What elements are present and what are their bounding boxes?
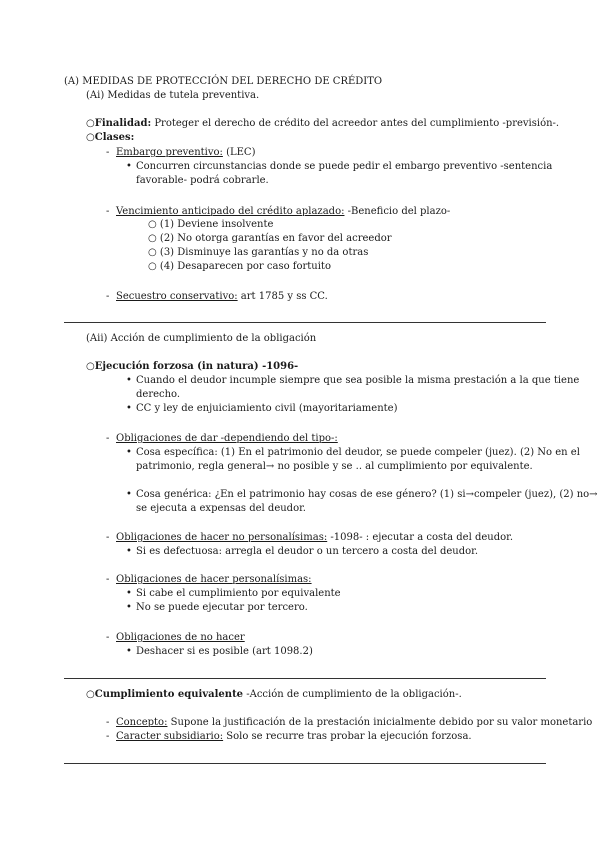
vencimiento-item xyxy=(148,246,368,260)
circle-bullet-icon: ○ xyxy=(86,361,95,372)
dar-especifica-line xyxy=(126,446,580,460)
secuestro-line xyxy=(106,290,328,304)
dash-bullet-icon: - xyxy=(106,147,110,158)
no-hacer-line xyxy=(106,631,245,645)
concepto-label: Concepto: xyxy=(116,717,168,728)
no-hacer-bullet xyxy=(126,645,313,659)
vencimiento-item-text: (4) Desaparecen por caso fortuito xyxy=(159,261,331,272)
clases-label: Clases: xyxy=(94,132,135,143)
ejecucion-bullet-1-cont: derecho. xyxy=(136,389,181,400)
section-a-heading: (A) MEDIDAS DE PROTECCIÓN DEL DERECHO DE CRÉDITO xyxy=(64,76,383,87)
vencimiento-label: Vencimiento anticipado del crédito aplazado: xyxy=(116,206,345,217)
secuestro-text: art 1785 y ss CC. xyxy=(237,291,328,302)
dot-bullet-icon: • xyxy=(126,403,132,414)
dar-label: Obligaciones de dar -dependiendo del tipo-: xyxy=(116,433,338,444)
embargo-line xyxy=(106,146,255,160)
embargo-detail-2: favorable- podrá cobrarle. xyxy=(136,175,269,186)
aii-title: (Aii) Acción de cumplimiento de la obligación xyxy=(86,333,317,344)
dash-bullet-icon: - xyxy=(106,731,110,742)
dar-generica-cont: se ejecuta a expensas del deudor. xyxy=(136,503,306,514)
dot-bullet-icon: • xyxy=(126,646,132,657)
secuestro-label: Secuestro conservativo: xyxy=(116,291,238,302)
dot-bullet-icon: • xyxy=(126,489,132,500)
dash-bullet-icon: - xyxy=(106,532,110,543)
subsidiario-text: Solo se recurre tras probar la ejecución forzosa. xyxy=(223,731,472,742)
vencimiento-item xyxy=(148,232,392,246)
ai-title: (Ai) Medidas de tutela preventiva. xyxy=(86,90,260,101)
circle-bullet-icon: ○ xyxy=(148,247,157,258)
finalidad-text: Proteger el derecho de crédito del acreedor antes del cumplimiento -previsión-. xyxy=(151,118,560,129)
subsidiario-line xyxy=(106,730,472,744)
ejecucion-bullet-2 xyxy=(126,402,397,416)
dot-bullet-icon: • xyxy=(126,447,132,458)
ejecucion-bullet-1 xyxy=(126,374,579,388)
circle-bullet-icon: ○ xyxy=(148,261,157,272)
dash-bullet-icon: - xyxy=(106,433,110,444)
divider xyxy=(64,322,546,323)
dash-bullet-icon: - xyxy=(106,574,110,585)
hacer-pers-bullet-1 xyxy=(126,587,341,601)
embargo-label: Embargo preventivo: xyxy=(116,147,223,158)
embargo-detail-1: Concurren circunstancias donde se puede pedir el embargo preventivo -sentencia xyxy=(136,161,553,172)
dash-bullet-icon: - xyxy=(106,206,110,217)
hacer-pers-bullet-2-text: No se puede ejecutar por tercero. xyxy=(136,602,308,613)
dot-bullet-icon: • xyxy=(126,602,132,613)
dar-generica-line xyxy=(126,488,598,502)
hacer-pers-label: Obligaciones de hacer personalísimas: xyxy=(116,574,312,585)
hacer-nopers-bullet-text: Si es defectuosa: arregla el deudor o un tercero a costa del deudor. xyxy=(136,546,478,557)
ejecucion-line xyxy=(86,360,298,374)
hacer-nopers-line xyxy=(106,531,513,545)
dot-bullet-icon: • xyxy=(126,546,132,557)
dash-bullet-icon: - xyxy=(106,717,110,728)
dash-bullet-icon: - xyxy=(106,632,110,643)
ejecucion-label: Ejecución forzosa (in natura) -1096- xyxy=(94,361,299,372)
hacer-nopers-label: Obligaciones de hacer no personalísimas: xyxy=(116,532,328,543)
dot-bullet-icon: • xyxy=(126,161,132,172)
ejecucion-bullet-2-text: CC y ley de enjuiciamiento civil (mayoritariamente) xyxy=(136,403,398,414)
vencimiento-item-text: (2) No otorga garantías en favor del acreedor xyxy=(159,233,392,244)
circle-bullet-icon: ○ xyxy=(148,233,157,244)
clases-line xyxy=(86,131,134,145)
circle-bullet-icon: ○ xyxy=(86,118,95,129)
vencimiento-item-text: (1) Deviene insolvente xyxy=(159,219,274,230)
hacer-pers-line xyxy=(106,573,312,587)
concepto-text: Supone la justificación de la prestación inicialmente debido por su valor monetario xyxy=(167,717,593,728)
equivalente-text: -Acción de cumplimiento de la obligación-. xyxy=(243,689,462,700)
dot-bullet-icon: • xyxy=(126,588,132,599)
vencimiento-item xyxy=(148,260,331,274)
equivalente-label: Cumplimiento equivalente xyxy=(94,689,244,700)
dar-generica-text: Cosa genérica: ¿En el patrimonio hay cosas de ese género? (1) si→compeler (juez), (2) no→ xyxy=(136,489,598,500)
dar-especifica-text: Cosa específica: (1) En el patrimonio del deudor, se puede compeler (juez). (2) No en el xyxy=(136,447,580,458)
divider xyxy=(64,678,546,679)
finalidad-label: Finalidad: xyxy=(94,118,152,129)
hacer-pers-bullet-2 xyxy=(126,601,308,615)
hacer-nopers-bullet xyxy=(126,545,478,559)
circle-bullet-icon: ○ xyxy=(86,689,95,700)
vencimiento-item xyxy=(148,218,273,232)
hacer-nopers-text: -1098- : ejecutar a costa del deudor. xyxy=(327,532,514,543)
dar-line xyxy=(106,432,338,446)
vencimiento-text: -Beneficio del plazo- xyxy=(344,206,451,217)
equivalente-line xyxy=(86,688,462,702)
divider xyxy=(64,763,546,764)
hacer-pers-bullet-1-text: Si cabe el cumplimiento por equivalente xyxy=(136,588,341,599)
circle-bullet-icon: ○ xyxy=(86,132,95,143)
circle-bullet-icon: ○ xyxy=(148,219,157,230)
embargo-detail-line-1 xyxy=(126,160,552,174)
finalidad-line xyxy=(86,117,559,131)
dar-especifica-cont: patrimonio, regla general→ no posible y se .. al cumplimiento por equivalente. xyxy=(136,461,533,472)
concepto-line xyxy=(106,716,592,730)
dot-bullet-icon: • xyxy=(126,375,132,386)
no-hacer-label: Obligaciones de no hacer xyxy=(116,632,245,643)
vencimiento-line xyxy=(106,205,450,219)
vencimiento-item-text: (3) Disminuye las garantías y no da otras xyxy=(159,247,369,258)
embargo-text: (LEC) xyxy=(222,147,256,158)
ejecucion-bullet-1-text: Cuando el deudor incumple siempre que sea posible la misma prestación a la que tiene xyxy=(136,375,580,386)
dash-bullet-icon: - xyxy=(106,291,110,302)
no-hacer-bullet-text: Deshacer si es posible (art 1098.2) xyxy=(136,646,313,657)
subsidiario-label: Caracter subsidiario: xyxy=(116,731,224,742)
